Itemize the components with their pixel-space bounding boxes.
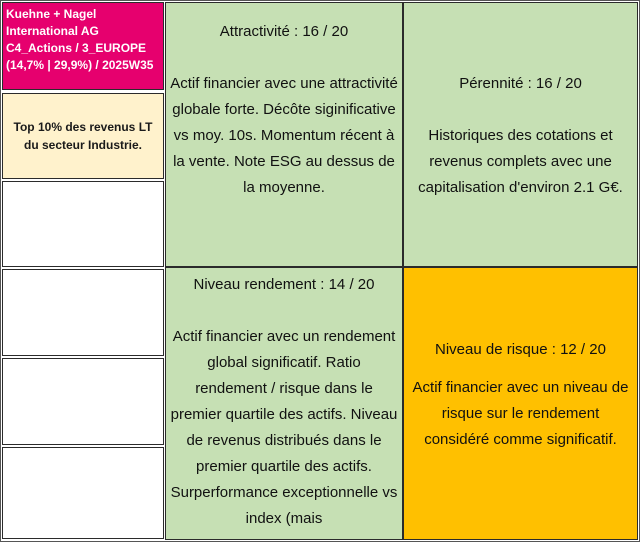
empty-cell-4 xyxy=(2,447,164,539)
rendement-body: Actif financier avec un rendement global significatif. Ratio rendement / risque dans le premier quartile des actifs. Niveau de revenus distribués dans le premier quartile des actifs. Surperformance exceptionnelle vs index (mais xyxy=(170,328,398,527)
empty-cell-3 xyxy=(2,358,164,445)
asset-name-line-1: Kuehne + Nagel xyxy=(6,7,97,21)
rendement-heading: Niveau rendement : 14 / 20 xyxy=(193,276,375,293)
asset-category-line: C4_Actions / 3_EUROPE xyxy=(6,41,147,55)
empty-cell-2 xyxy=(2,269,164,356)
asset-title-cell xyxy=(2,2,164,90)
attractivite-card xyxy=(165,2,403,267)
perennite-card xyxy=(403,2,638,267)
risque-heading: Niveau de risque : 12 / 20 xyxy=(435,341,606,358)
rendement-card xyxy=(165,267,403,540)
perennite-body: Historiques des cotations et revenus complets avec une capitalisation d'environ 2.1 G€. xyxy=(418,127,623,196)
risque-card xyxy=(403,267,638,540)
sector-note-cell xyxy=(2,93,164,179)
perennite-heading: Pérennité : 16 / 20 xyxy=(459,75,582,92)
asset-stats-line: (14,7% | 29,9%) / 2025W35 xyxy=(6,58,154,72)
attractivite-body: Actif financier avec une attractivité globale forte. Décôte siginificative vs moy. 10s. Momentum récent à la vente. Note ESG au dessus de la moyenne. xyxy=(170,75,398,196)
empty-cell-1 xyxy=(2,181,164,267)
attractivite-heading: Attractivité : 16 / 20 xyxy=(219,23,349,40)
risque-body: Actif financier avec un niveau de risque sur le rendement considéré comme significatif. xyxy=(412,379,629,448)
asset-name-line-2: International AG xyxy=(6,24,99,38)
sector-note-text: Top 10% des revenus LT du secteur Industrie. xyxy=(13,120,153,152)
